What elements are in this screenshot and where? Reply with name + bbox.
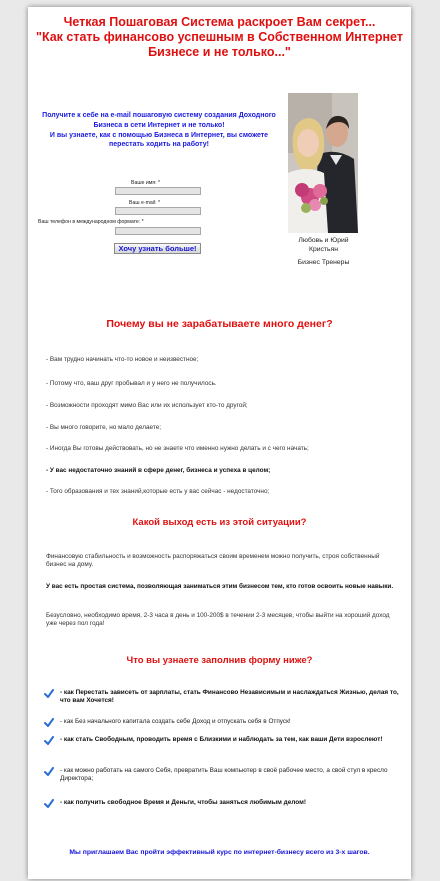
learn-item-text: - как можно работать на самого Себя, превратить Ваш компьютер в своё рабочее место, а свой стул в кресло Директора; [60,767,388,783]
headline-line-1: Четкая Пошаговая Система раскроет Вам секрет... [63,15,376,29]
exit-paragraph-2: У вас есть простая система, позволяющая заниматься этим бизнесом тем, кто готов освоить новые навыки. [46,583,394,590]
why-item: - Того образования и тех знаний,которые есть у вас сейчас - недостаточно; [46,488,270,495]
checkmark-icon [44,767,54,776]
authors-photo [288,93,358,233]
intro-line-1: Получите к себе на e-mail пошаговую систему создания Доходного Бизнеса в сети Интернет и не только! [42,112,276,129]
exit-paragraph-3: Безусловно, необходимо время, 2-3 часа в день и 100-200$ в течении 2-3 месяцев, чтобы выйти на хороший доход уже через пол года! [46,612,390,628]
learn-item-text: - как Без начального капитала создать себе Доход и отпускать себя в Отпуск! [60,718,291,725]
learn-title: Что вы узнаете заполнив форму ниже? [126,655,313,666]
why-item: - Вы много говорите, но мало делаете; [46,424,162,431]
checkmark-icon [44,799,54,808]
submit-button[interactable]: Хочу узнать больше! [114,243,201,254]
why-item: - Возможности проходят мимо Вас или их использует кто-то другой; [46,402,248,409]
name-label: Ваше имя: * [130,180,160,186]
exit-paragraph-1: Финансовую стабильность и возможность распоряжаться своим временем можно получить, строя собственный бизнес на дому. [46,553,380,569]
exit-title: Какой выход есть из этой ситуации? [132,517,307,528]
learn-item-text: - как получить свободное Время и Деньги, чтобы заняться любимым делом! [60,799,306,806]
headline-line-2: "Как стать финансово успешным в Собственном Интернет Бизнесе и не только..." [36,30,403,59]
checkmark-icon [44,736,54,745]
landing-page [28,7,411,879]
intro-line-2: И вы узнаете, как с помощью Бизнеса в Интернет, вы сможете перестать ходить на работу! [49,131,269,149]
why-item: - Иногда Вы готовы действовать, но не знаете что именно нужно делать и с чего начать; [46,445,309,452]
learn-item-text: - как стать Свободным, проводить время с Близкими и наблюдать за тем, как ваши Дети взрослеют! [60,736,383,743]
why-item: - Потому что, ваш друг пробывал и у него не получилось. [46,380,217,387]
authors-names: Любовь и Юрий Кристьян [298,237,349,253]
learn-item-text: - как Перестать зависеть от зарплаты, стать Финансово Независимым и наслаждаться Жизнью, делая то, что вам Хочется! [60,689,399,705]
email-input[interactable] [115,207,201,215]
phone-label: Ваш телефон в международном формате: * [38,219,144,225]
why-item-bold: - У вас недостаточно знаний в сфере денег, бизнеса и успеха в целом; [46,467,271,474]
phone-input[interactable] [115,227,201,235]
checkmark-icon [44,689,54,698]
checkmark-icon [44,718,54,727]
page-headline [34,15,405,60]
email-label: Ваш e-mail: * [129,200,160,206]
intro-text [40,111,278,150]
why-title: Почему вы не зарабатываете много денег? [106,318,333,330]
footer-cta: Мы приглашаем Вас пройти эффективный курс по интернет-бизнесу всего из 3-х шагов. [69,849,370,856]
why-item: - Вам трудно начинать что-то новое и неизвестное; [46,356,199,363]
authors-role: Бизнес Тренеры [297,259,350,266]
name-input[interactable] [115,187,201,195]
